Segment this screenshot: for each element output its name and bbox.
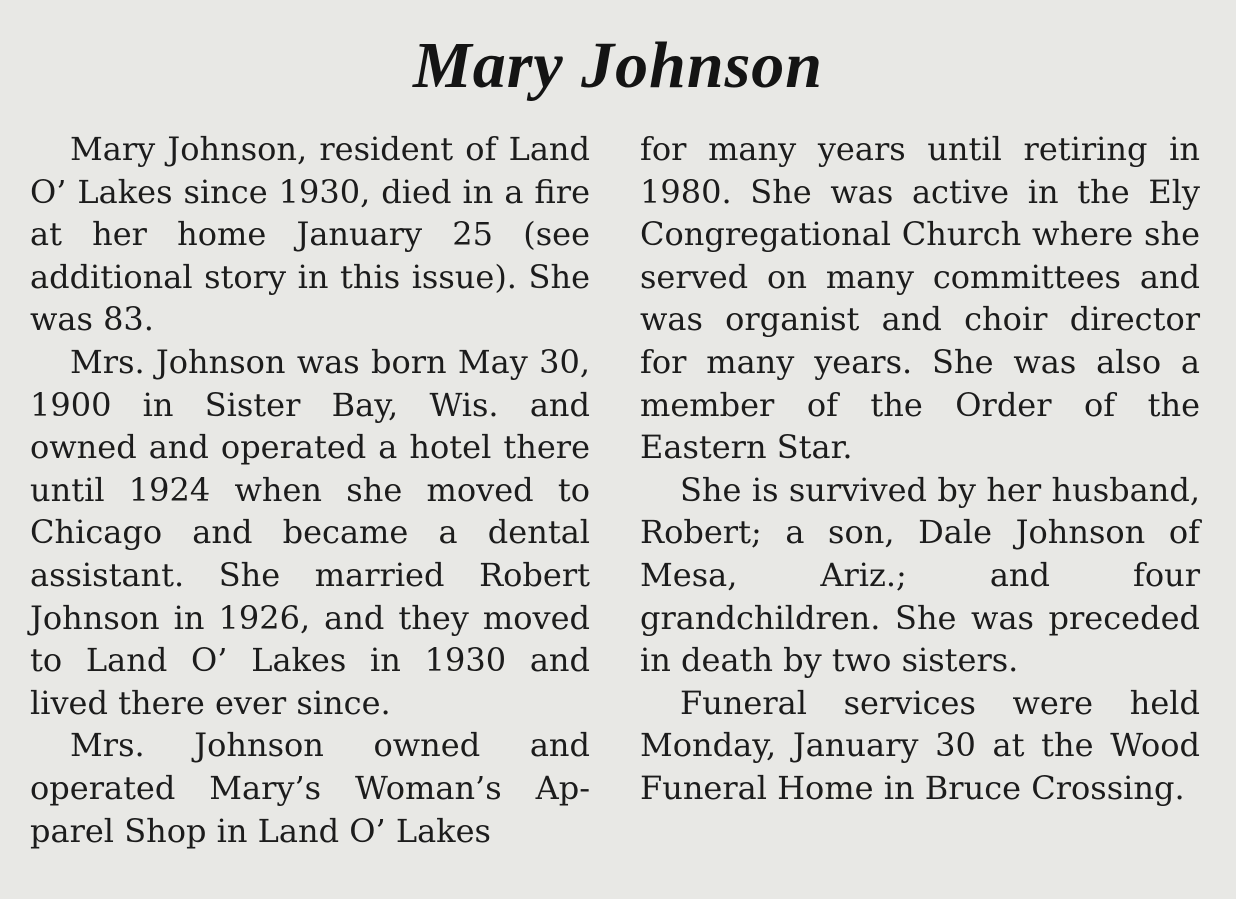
paragraph-continued: for many years until retiring in 1980. She was active in the Ely Congregational Church where she served on many committees and was organist and choir director for many years. She was also a member of the Order of the Eastern Star. bbox=[640, 130, 1200, 467]
paragraph: Funeral services were held Monday, January 30 at the Wood Funeral Home in Bruce Crossing. bbox=[640, 683, 1200, 807]
left-column bbox=[30, 128, 590, 852]
right-column bbox=[640, 128, 1200, 810]
paragraph: Mrs. Johnson was born May 30, 1900 in Sister Bay, Wis. and owned and operated a hotel there until 1924 when she moved to Chicago and became a dental assistant. She married Robert Johnson in 1926, and they moved to Land O’ Lakes in 1930 and lived there ever since. bbox=[30, 342, 590, 722]
paragraph: She is survived by her husband, Robert; a son, Dale Johnson of Mesa, Ariz.; and four grandchildren. She was preceded in death by two sisters. bbox=[640, 470, 1200, 680]
paragraph: Mary Johnson, resident of Land O’ Lakes since 1930, died in a fire at her home January 25 (see additional story in this issue). She was 83. bbox=[30, 130, 590, 339]
paragraph: Mrs. Johnson owned and operated Mary’s Woman’s Apparel Shop in Land O’ Lakes bbox=[30, 726, 590, 850]
headline: Mary Johnson bbox=[413, 29, 823, 102]
